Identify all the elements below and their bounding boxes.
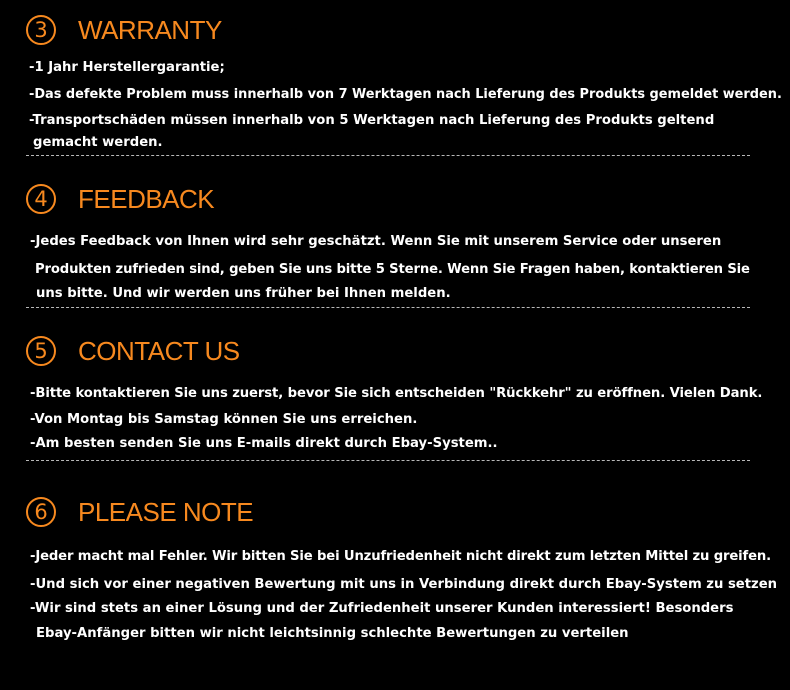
section-number-badge: 5 [26,336,56,366]
note-line-4: Ebay-Anfänger bitten wir nicht leichtsinnig schlechte Bewertungen zu verteilen [36,626,629,641]
warranty-line-4: gemacht werden. [33,135,163,150]
section-heading [26,181,214,217]
section-title: FEEDBACK [78,183,215,214]
note-line-3: -Wir sind stets an einer Lösung und der Zufriedenheit unserer Kunden interessiert! Besonders [30,601,734,616]
section-number-badge: 4 [26,184,56,214]
section-heading [26,333,240,369]
section-number-badge: 3 [26,15,56,45]
note-line-1: -Jeder macht mal Fehler. Wir bitten Sie bei Unzufriedenheit nicht direkt zum letzten Mittel zu greifen. [30,549,772,564]
contact-line-1: -Bitte kontaktieren Sie uns zuerst, bevor Sie sich entscheiden "Rückkehr" zu eröffnen. Vielen Dank. [30,386,763,401]
contact-line-2: -Von Montag bis Samstag können Sie uns erreichen. [30,412,418,427]
section-heading [26,494,253,530]
feedback-line-3: uns bitte. Und wir werden uns früher bei Ihnen melden. [36,286,451,301]
section-title: WARRANTY [78,14,222,45]
section-divider [26,460,750,461]
section-divider [26,155,750,156]
warranty-line-2: -Das defekte Problem muss innerhalb von 7 Werktagen nach Lieferung des Produkts gemeldet werden. [29,87,782,102]
feedback-line-2: Produkten zufrieden sind, geben Sie uns bitte 5 Sterne. Wenn Sie Fragen haben, kontaktieren Sie [35,262,750,277]
note-line-2: -Und sich vor einer negativen Bewertung mit uns in Verbindung direkt durch Ebay-System zu setzen [30,577,778,592]
section-divider [26,307,750,308]
contact-line-3: -Am besten senden Sie uns E-mails direkt durch Ebay-System.. [30,436,498,451]
section-title: CONTACT US [78,335,240,366]
warranty-line-3: -Transportschäden müssen innerhalb von 5 Werktagen nach Lieferung des Produkts geltend [29,113,715,128]
warranty-line-1: -1 Jahr Herstellergarantie; [29,60,225,75]
section-title: PLEASE NOTE [78,496,254,527]
feedback-line-1: -Jedes Feedback von Ihnen wird sehr geschätzt. Wenn Sie mit unserem Service oder unseren [30,234,722,249]
section-heading [26,12,222,48]
section-number-badge: 6 [26,497,56,527]
